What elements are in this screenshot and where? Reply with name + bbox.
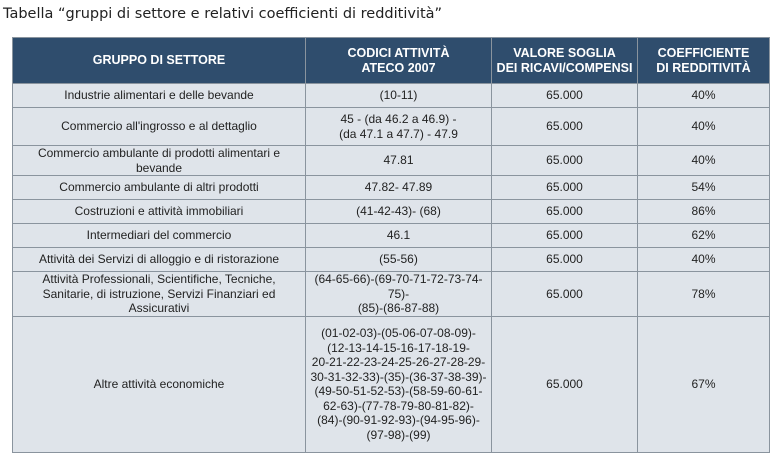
table-row (13, 108, 770, 146)
cell-coefficient: 67% (638, 316, 770, 452)
cell-codes: (01-02-03)-(05-06-07-08-09)- (12-13-14-15-16-17-18-19- 20-21-22-23-24-25-26-27-28-29- 30-31-32-33)-(35)-(36-37-38-39)- (49-50-51-52-53)-(58-59-60-61- 62-63)-(77-78-79-80-81-82)- (84)-(90-91-92-93)-(94-95-96)- (97-98)-(99) (306, 316, 492, 452)
cell-threshold: 65.000 (492, 316, 638, 452)
cell-codes: (64-65-66)-(69-70-71-72-73-74-75)- (85)-(86-87-88) (306, 272, 492, 317)
cell-threshold: 65.000 (492, 200, 638, 224)
table-row (13, 316, 770, 452)
cell-sector: Attività Professionali, Scientifiche, Tecniche, Sanitarie, di istruzione, Servizi Finanziari ed Assicurativi (13, 272, 306, 317)
cell-threshold: 65.000 (492, 272, 638, 317)
cell-sector: Commercio ambulante di prodotti alimentari e bevande (13, 146, 306, 176)
table-row (13, 272, 770, 317)
cell-codes: (10-11) (306, 84, 492, 108)
cell-threshold: 65.000 (492, 224, 638, 248)
cell-threshold: 65.000 (492, 176, 638, 200)
header-ateco-codes: CODICI ATTIVITÀ ATECO 2007 (306, 38, 492, 84)
cell-coefficient: 40% (638, 108, 770, 146)
header-sector-group: GRUPPO DI SETTORE (13, 38, 306, 84)
cell-coefficient: 40% (638, 146, 770, 176)
table-row (13, 146, 770, 176)
cell-threshold: 65.000 (492, 84, 638, 108)
cell-codes: (55-56) (306, 248, 492, 272)
cell-sector: Costruzioni e attività immobiliari (13, 200, 306, 224)
cell-coefficient: 40% (638, 248, 770, 272)
table-row (13, 224, 770, 248)
cell-sector: Commercio all'ingrosso e al dettaglio (13, 108, 306, 146)
cell-coefficient: 86% (638, 200, 770, 224)
cell-sector: Intermediari del commercio (13, 224, 306, 248)
cell-codes: 46.1 (306, 224, 492, 248)
table-row (13, 248, 770, 272)
cell-codes: 45 - (da 46.2 a 46.9) - (da 47.1 a 47.7) - 47.9 (306, 108, 492, 146)
table-caption: Tabella “gruppi di settore e relativi coefficienti di redditività” (3, 6, 443, 22)
cell-coefficient: 40% (638, 84, 770, 108)
cell-codes: 47.82- 47.89 (306, 176, 492, 200)
cell-coefficient: 54% (638, 176, 770, 200)
cell-sector: Altre attività economiche (13, 316, 306, 452)
sector-coefficients-table (12, 37, 770, 453)
header-revenue-threshold: VALORE SOGLIA DEI RICAVI/COMPENSI (492, 38, 638, 84)
cell-threshold: 65.000 (492, 248, 638, 272)
cell-codes: (41-42-43)- (68) (306, 200, 492, 224)
sector-table-container (12, 37, 769, 440)
table-row (13, 176, 770, 200)
cell-threshold: 65.000 (492, 108, 638, 146)
table-header-row (13, 38, 770, 84)
cell-threshold: 65.000 (492, 146, 638, 176)
cell-coefficient: 62% (638, 224, 770, 248)
table-row (13, 200, 770, 224)
cell-sector: Commercio ambulante di altri prodotti (13, 176, 306, 200)
cell-sector: Attività dei Servizi di alloggio e di ristorazione (13, 248, 306, 272)
cell-sector: Industrie alimentari e delle bevande (13, 84, 306, 108)
header-profitability-coefficient: COEFFICIENTE DI REDDITIVITÀ (638, 38, 770, 84)
table-row (13, 84, 770, 108)
cell-codes: 47.81 (306, 146, 492, 176)
cell-coefficient: 78% (638, 272, 770, 317)
